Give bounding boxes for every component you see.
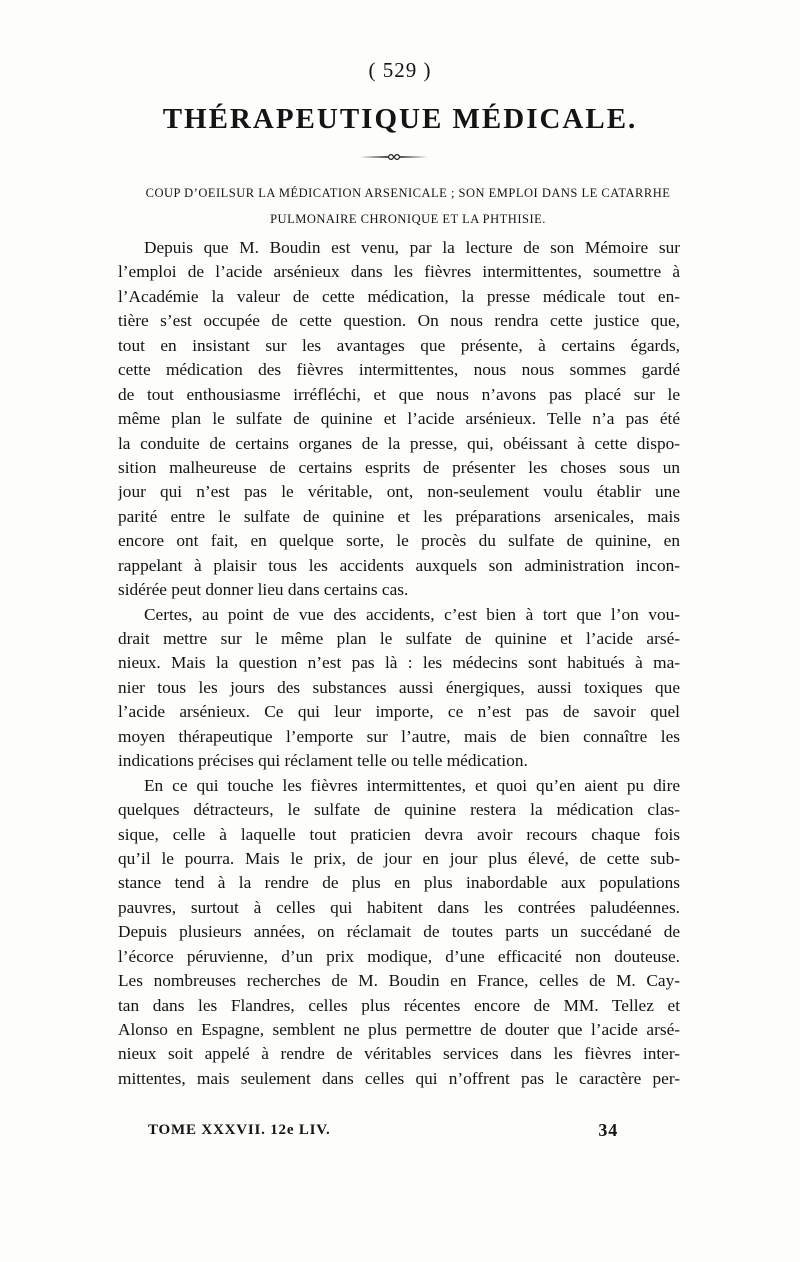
text-line: En ce qui touche les fièvres intermittentes, et quoi qu’en aient pu dire	[144, 775, 680, 795]
text-line: pauvres, surtout à celles qui habitent dans les contrées paludéennes.	[118, 897, 680, 917]
page-footer	[148, 1122, 618, 1146]
body-text	[118, 236, 680, 1091]
text-line: parité entre le sulfate de quinine et les préparations arsenicales, mais	[118, 506, 680, 526]
text-line: l’emploi de l’acide arsénieux dans les fièvres intermittentes, soumettre à	[118, 262, 680, 282]
text-line: Certes, au point de vue des accidents, c’est bien à tort que l’on vou-	[144, 604, 680, 624]
article-subtitle	[118, 180, 698, 232]
text-line: rappelant à plaisir tous les accidents auxquels son administration incon-	[118, 555, 680, 575]
subtitle-line: COUP D’OEILSUR LA MÉDICATION ARSENICALE ; SON EMPLOI DANS LE CATARRHE	[145, 186, 671, 200]
page-number: ( 529 )	[368, 58, 432, 82]
text-line: même plan le sulfate de quinine et l’acide arsénieux. Telle n’a pas été	[118, 409, 680, 429]
text-line: mittentes, mais seulement dans celles qui n’offrent pas le caractère per-	[118, 1068, 680, 1088]
text-line: sition malheureuse de certains esprits de présenter les choses sous un	[118, 457, 680, 477]
text-line: la conduite de certains organes de la presse, qui, obéissant à cette dispo-	[118, 433, 680, 453]
text-line: l’Académie la valeur de cette médication, la presse médicale tout en-	[118, 286, 680, 306]
text-line: Alonso en Espagne, semblent ne plus permettre de douter que l’acide arsé-	[118, 1020, 680, 1039]
text-line: jour qui n’est pas le véritable, ont, non-seulement voulu établir une	[118, 482, 680, 502]
text-line: l’écorce péruvienne, d’un prix modique, d’une efficacité non douteuse.	[118, 946, 680, 966]
text-line: l’acide arsénieux. Ce qui leur importe, ce n’est pas de savoir quel	[118, 702, 680, 722]
text-line: encore ont fait, en quelque sorte, le procès du sulfate de quinine, en	[118, 531, 680, 551]
text-line: Les nombreuses recherches de M. Boudin en France, celles de M. Cay-	[118, 971, 680, 991]
text-line: indications précises qui réclament telle ou telle médication.	[118, 751, 528, 771]
text-line: sique, celle à laquelle tout praticien devra avoir recours chaque fois	[118, 824, 680, 844]
signature-mark: 34	[598, 1120, 618, 1140]
text-line: cette médication des fièvres intermittentes, nous nous sommes gardé	[118, 360, 680, 380]
text-line: qu’il le pourra. Mais le prix, de jour en jour plus élevé, de cette sub-	[118, 848, 680, 868]
ornamental-rule	[358, 150, 430, 164]
text-line: de tout enthousiasme irréfléchi, et que nous n’avons pas placé sur le	[118, 384, 680, 404]
page-title: THÉRAPEUTIQUE MÉDICALE.	[162, 103, 638, 135]
text-line: tan dans les Flandres, celles plus récentes encore de MM. Tellez et	[118, 995, 680, 1015]
text-line: Depuis que M. Boudin est venu, par la lecture de son Mémoire sur	[144, 238, 680, 257]
text-line: drait mettre sur le même plan le sulfate de quinine et l’acide arsé-	[118, 629, 680, 648]
text-line: moyen thérapeutique l’emporte sur l’autre, mais de bien connaître les	[118, 726, 680, 746]
text-line: nier tous les jours des substances aussi énergiques, aussi toxiques que	[118, 677, 680, 697]
text-line: sidérée peut donner lieu dans certains cas.	[118, 580, 409, 600]
text-line: tière s’est occupée de cette question. On nous rendra cette justice que,	[118, 311, 680, 331]
text-line: quelques détracteurs, le sulfate de quinine restera la médication clas-	[118, 800, 680, 820]
text-line: Depuis plusieurs années, on réclamait de toutes parts un succédané de	[118, 922, 680, 942]
text-line: nieux soit appelé à rendre de véritables services dans les fièvres inter-	[118, 1044, 680, 1064]
text-line: stance tend à la rendre de plus en plus inabordable aux populations	[118, 873, 680, 893]
subtitle-line: PULMONAIRE CHRONIQUE ET LA PHTHISIE.	[270, 212, 546, 226]
volume-signature: TOME XXXVII. 12e LIV.	[148, 1122, 331, 1138]
text-line: nieux. Mais la question n’est pas là : les médecins sont habitués à ma-	[118, 653, 680, 673]
text-line: tout en insistant sur les avantages que présente, à certains égards,	[118, 335, 680, 355]
